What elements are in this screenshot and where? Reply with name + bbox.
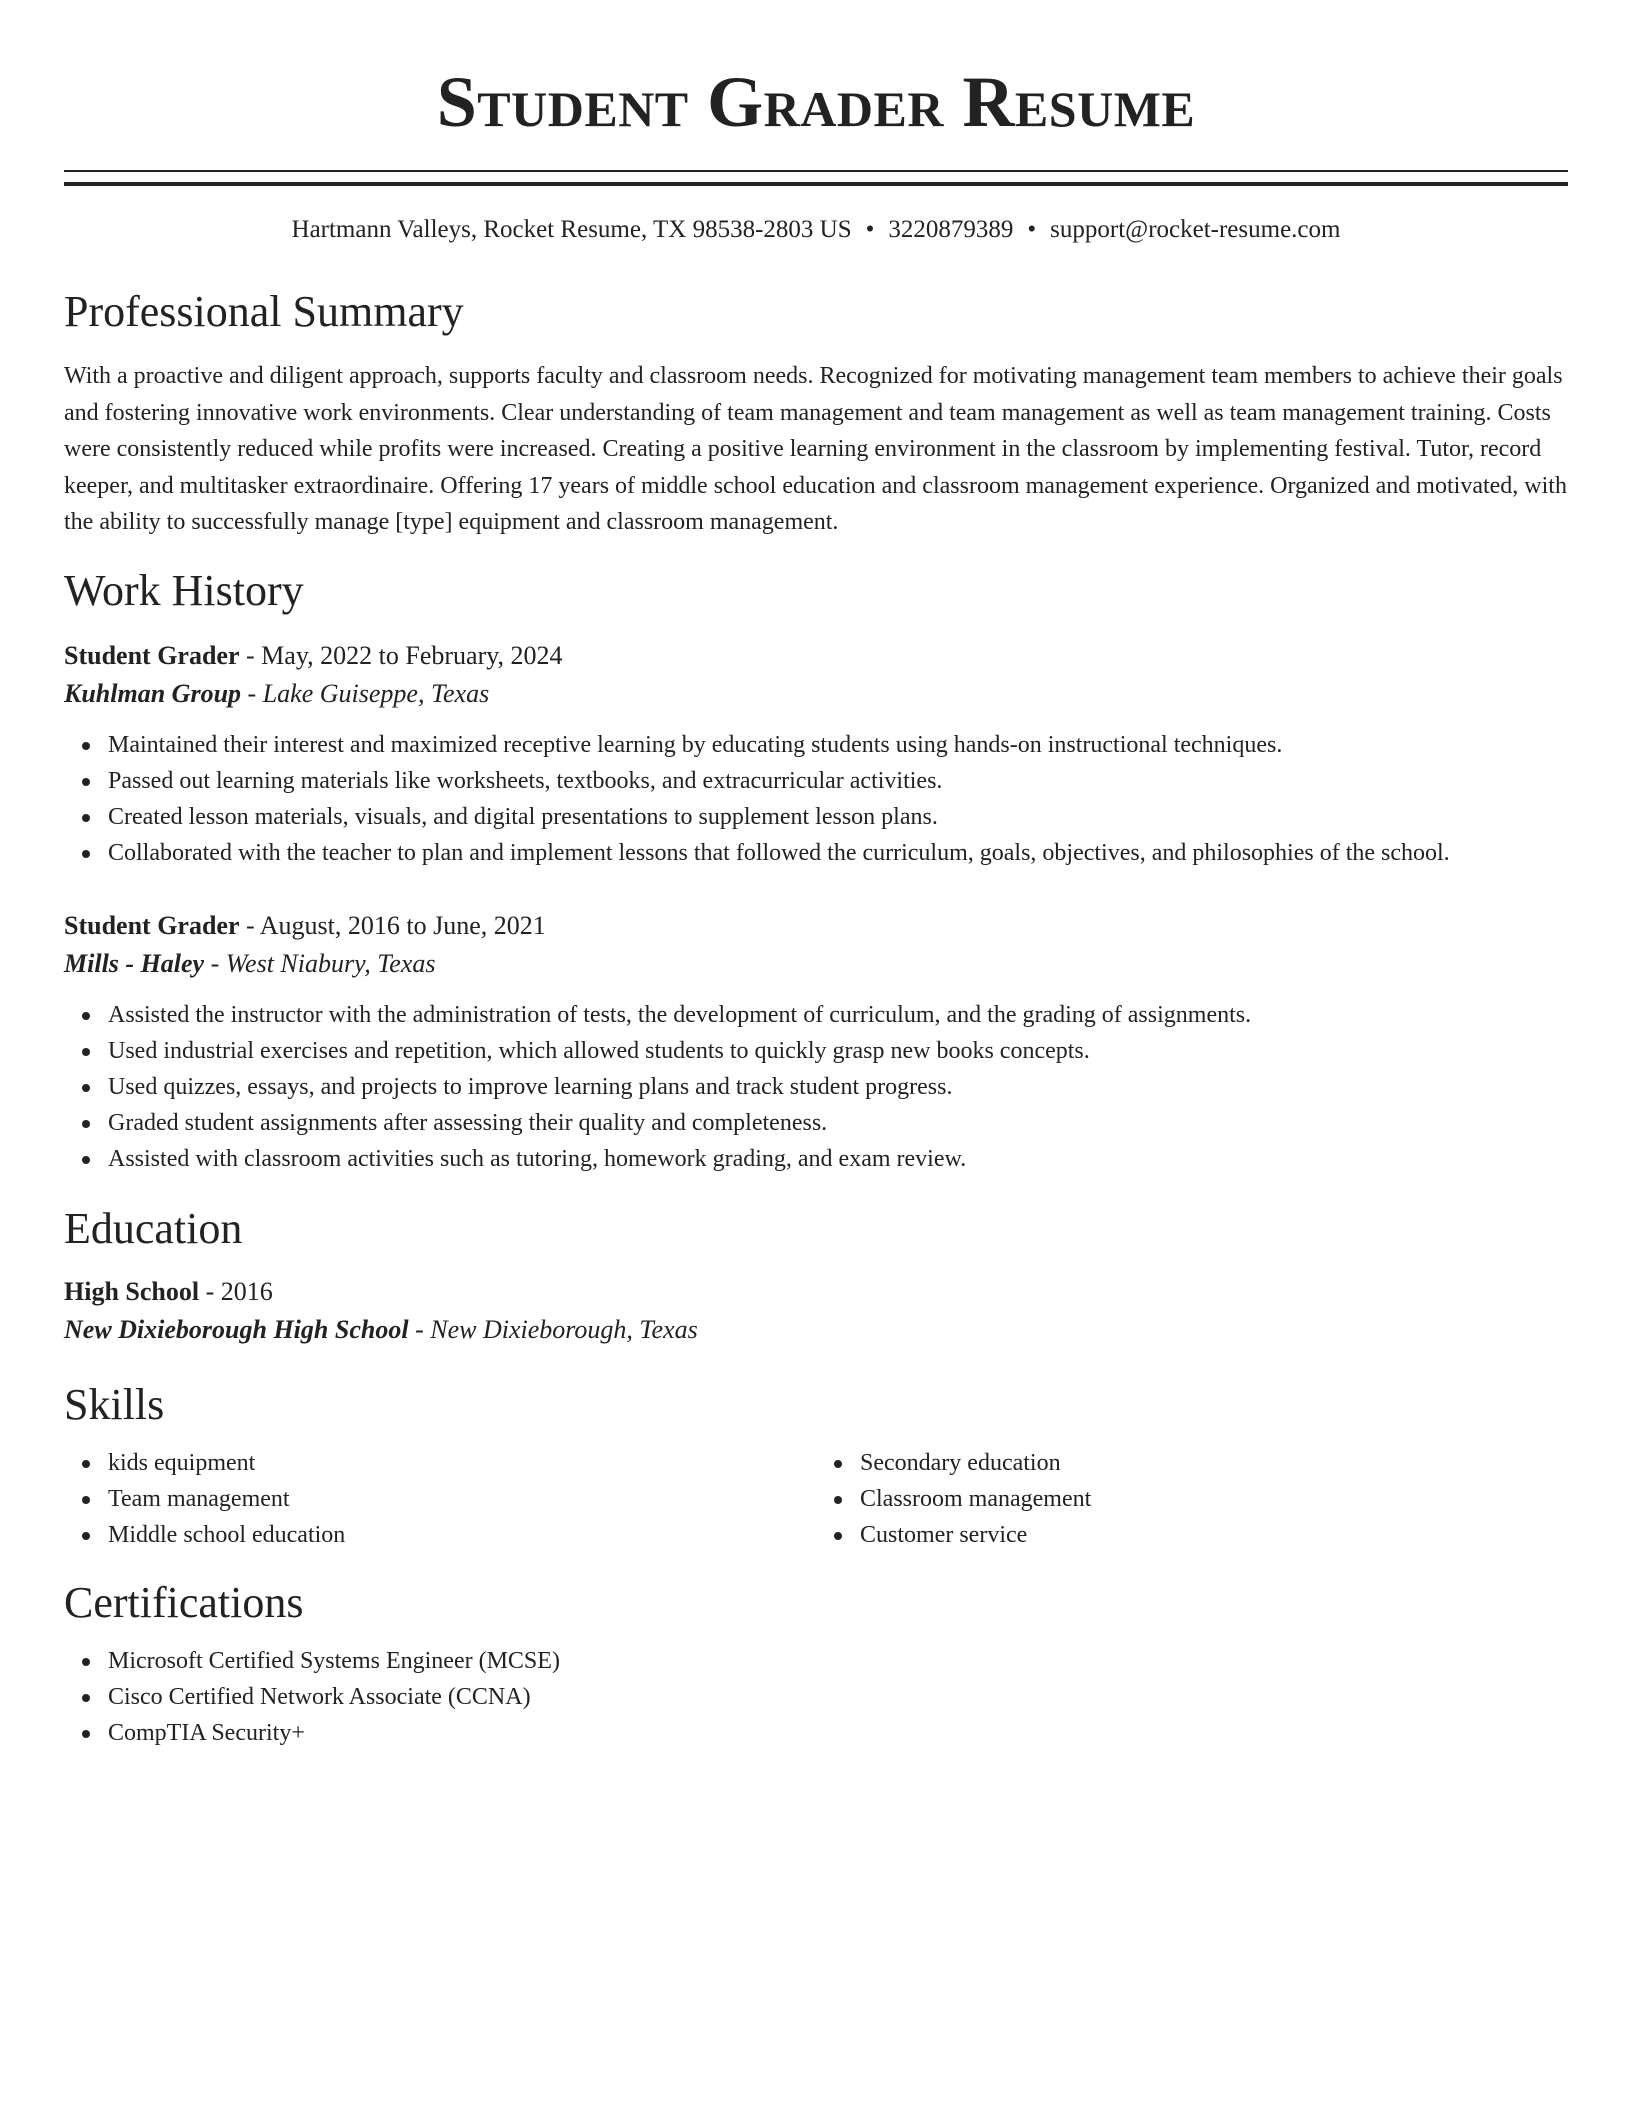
resume-page	[64, 0, 1568, 1751]
job-title-line: Student Grader - May, 2022 to February, 2024	[64, 640, 563, 670]
job-bullet: Assisted the instructor with the administration of tests, the development of curriculum, and the grading of assignments.	[108, 997, 1568, 1033]
education-degree: High School	[64, 1276, 200, 1306]
certification-item: Microsoft Certified Systems Engineer (MCSE)	[108, 1643, 1568, 1679]
job-bullet: Used quizzes, essays, and projects to improve learning plans and track student progress.	[108, 1069, 1568, 1105]
job-bullet: Assisted with classroom activities such as tutoring, homework grading, and exam review.	[108, 1141, 1568, 1177]
job-bullet: Maintained their interest and maximized receptive learning by educating students using hands-on instructional techniques.	[108, 727, 1568, 763]
skill-item: Classroom management	[860, 1481, 1568, 1517]
job-dates: August, 2016 to June, 2021	[259, 910, 546, 940]
contact-separator: •	[865, 216, 875, 243]
job-bullets	[64, 997, 1568, 1177]
summary-text: With a proactive and diligent approach, supports faculty and classroom needs. Recognized for motivating management team members to achieve their goals and fostering innovative work environments. Clear understanding of team management and team management as well as team management training. Costs were consistently reduced while profits were increased. Creating a positive learning environment in the classroom by implementing festival. Tutor, record keeper, and multitasker extraordinaire. Offering 17 years of middle school education and classroom management experience. Organized and motivated, with the ability to successfully manage [type] equipment and classroom management.	[64, 363, 1567, 535]
skills-heading: Skills	[64, 1379, 165, 1429]
education-year: 2016	[220, 1276, 273, 1306]
title-divider	[64, 170, 1568, 186]
contact-line	[64, 214, 1568, 246]
resume-title: Student Grader Resume	[436, 62, 1196, 142]
skill-item: Customer service	[860, 1517, 1568, 1553]
skill-item: Team management	[108, 1481, 816, 1517]
job-dates: May, 2022 to February, 2024	[261, 640, 563, 670]
job-bullet: Collaborated with the teacher to plan and implement lessons that followed the curriculum, goals, objectives, and philosophies of the school.	[108, 835, 1568, 871]
certification-item: CompTIA Security+	[108, 1715, 1568, 1751]
job-company: Mills - Haley	[64, 948, 205, 978]
job-title-line: Student Grader - August, 2016 to June, 2021	[64, 910, 546, 940]
job-location: West Niabury, Texas	[225, 948, 436, 978]
skills-column-left	[64, 1445, 816, 1553]
education-school: New Dixieborough High School	[64, 1314, 409, 1344]
education-school-line: New Dixieborough High School - New Dixieborough, Texas	[64, 1314, 698, 1344]
skill-item: Middle school education	[108, 1517, 816, 1553]
job-location: Lake Guiseppe, Texas	[262, 678, 490, 708]
job-entry	[64, 907, 1568, 1177]
certifications-heading: Certifications	[64, 1577, 304, 1627]
certification-item: Cisco Certified Network Associate (CCNA)	[108, 1679, 1568, 1715]
job-bullet: Used industrial exercises and repetition, which allowed students to quickly grasp new books concepts.	[108, 1033, 1568, 1069]
contact-email: support@rocket-resume.com	[1050, 216, 1341, 243]
skill-item: Secondary education	[860, 1445, 1568, 1481]
contact-separator: •	[1027, 216, 1037, 243]
job-title: Student Grader	[64, 640, 240, 670]
skills-list	[64, 1445, 1568, 1553]
summary-heading: Professional Summary	[64, 287, 464, 336]
job-title: Student Grader	[64, 910, 240, 940]
skill-item: kids equipment	[108, 1445, 816, 1481]
education-location: New Dixieborough, Texas	[430, 1314, 698, 1344]
job-company-line: Mills - Haley - West Niabury, Texas	[64, 948, 436, 978]
education-heading: Education	[64, 1203, 243, 1253]
job-bullet: Created lesson materials, visuals, and digital presentations to supplement lesson plans.	[108, 799, 1568, 835]
job-bullet: Passed out learning materials like worksheets, textbooks, and extracurricular activities.	[108, 763, 1568, 799]
education-entry	[64, 1273, 1568, 1349]
work-history-heading: Work History	[64, 565, 304, 615]
skills-column-right	[816, 1445, 1568, 1553]
certifications-list	[64, 1643, 1568, 1751]
job-entry	[64, 637, 1568, 871]
education-degree-line: High School - 2016	[64, 1276, 273, 1306]
job-company-line: Kuhlman Group - Lake Guiseppe, Texas	[64, 678, 490, 708]
job-company: Kuhlman Group	[64, 678, 242, 708]
contact-phone: 3220879389	[888, 216, 1014, 243]
job-bullet: Graded student assignments after assessing their quality and completeness.	[108, 1105, 1568, 1141]
job-bullets	[64, 727, 1568, 871]
contact-address: Hartmann Valleys, Rocket Resume, TX 98538-2803 US	[291, 216, 852, 243]
